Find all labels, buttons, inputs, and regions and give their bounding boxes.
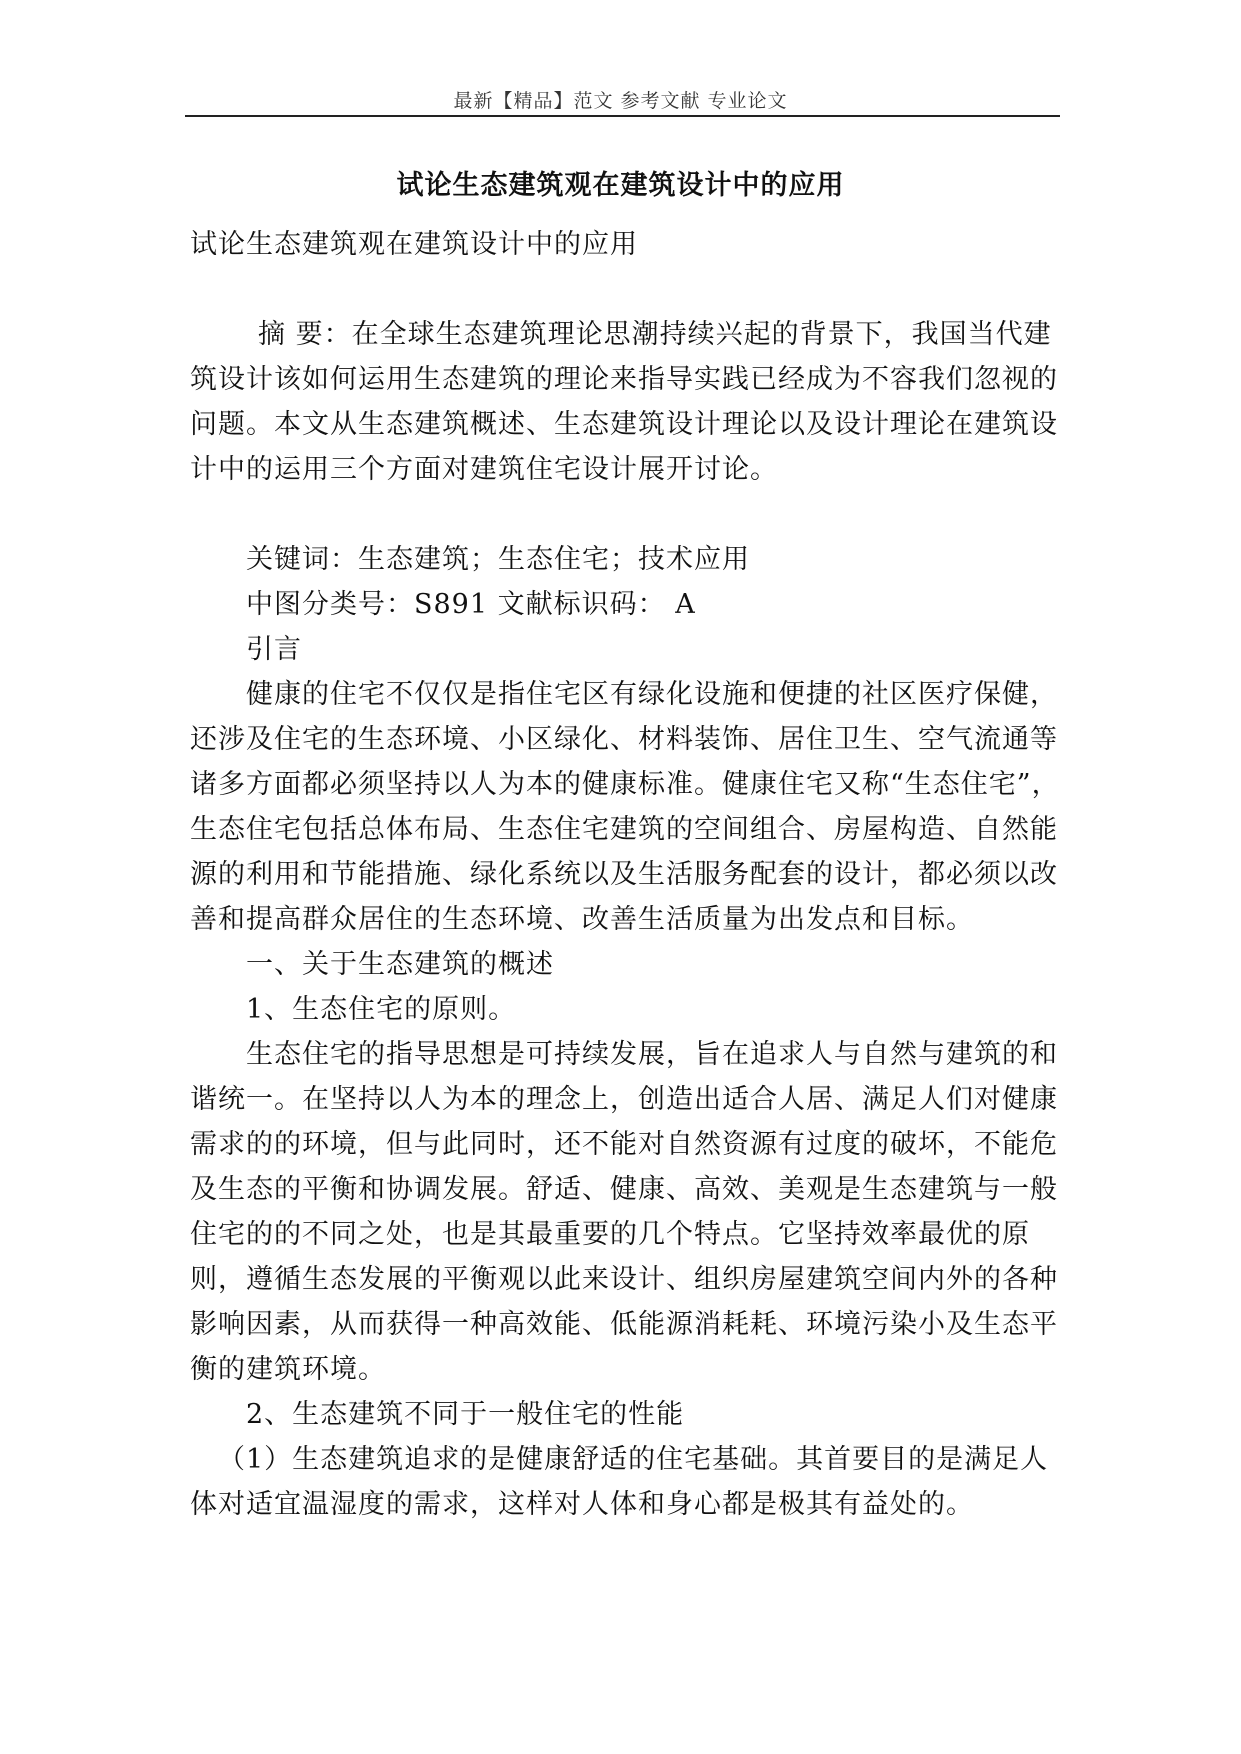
section-heading: 一、关于生态建筑的概述 xyxy=(246,949,554,980)
document-body xyxy=(190,222,1065,1527)
body-paragraph: 生态住宅的指导思想是可持续发展，旨在追求人与自然与建筑的和谐统一。在坚持以人为本的理念上，创造出适合人居、满足人们对健康需求的的环境，但与此同时，还不能对自然资源有过度的破坏，不能危及生态的平衡和协调发展。舒适、健康、高效、美观是生态建筑与一般住宅的的不同之处，也是其最重要的几个特点。它坚持效率最优的原则，遵循生态发展的平衡观以此来设计、组织房屋建筑空间内外的各种影响因素，从而获得一种高效能、低能源消耗耗、环境污染小及生态平衡的建筑环境。 xyxy=(190,1039,1058,1385)
intro-heading: 引言 xyxy=(246,634,302,665)
keywords-line: 关键词：生态建筑；生态住宅；技术应用 xyxy=(246,544,750,575)
spacer xyxy=(190,267,1065,312)
abstract-paragraph: 摘 要：在全球生态建筑理论思潮持续兴起的背景下，我国当代建筑设计该如何运用生态建筑的理论来指导实践已经成为不容我们忽视的问题。本文从生态建筑概述、生态建筑设计理论以及设计理论在建筑设计中的运用三个方面对建筑住宅设计展开讨论。 xyxy=(190,319,1058,485)
intro-paragraph: 健康的住宅不仅仅是指住宅区有绿化设施和便捷的社区医疗保健，还涉及住宅的生态环境、小区绿化、材料装饰、居住卫生、空气流通等诸多方面都必须坚持以人为本的健康标准。健康住宅又称“生态住宅”，生态住宅包括总体布局、生态住宅建筑的空间组合、房屋构造、自然能源的利用和节能措施、绿化系统以及生活服务配套的设计，都必须以改善和提高群众居住的生态环境、改善生活质量为出发点和目标。 xyxy=(190,679,1060,935)
spacer xyxy=(190,492,1065,537)
header-divider xyxy=(185,115,1060,117)
list-item: （1）生态建筑追求的是健康舒适的住宅基础。其首要目的是满足人体对适宜温湿度的需求，这样对人体和身心都是极其有益处的。 xyxy=(190,1444,1049,1520)
page-header: 最新【精品】范文 参考文献 专业论文 xyxy=(453,90,788,112)
subsection-heading: 2、生态建筑不同于一般住宅的性能 xyxy=(246,1399,685,1430)
document-subtitle: 试论生态建筑观在建筑设计中的应用 xyxy=(190,229,638,260)
document-title: 试论生态建筑观在建筑设计中的应用 xyxy=(396,170,845,201)
classification-line: 中图分类号：S891 文献标识码： A xyxy=(246,589,696,620)
subsection-heading: 1、生态住宅的原则。 xyxy=(246,994,517,1025)
